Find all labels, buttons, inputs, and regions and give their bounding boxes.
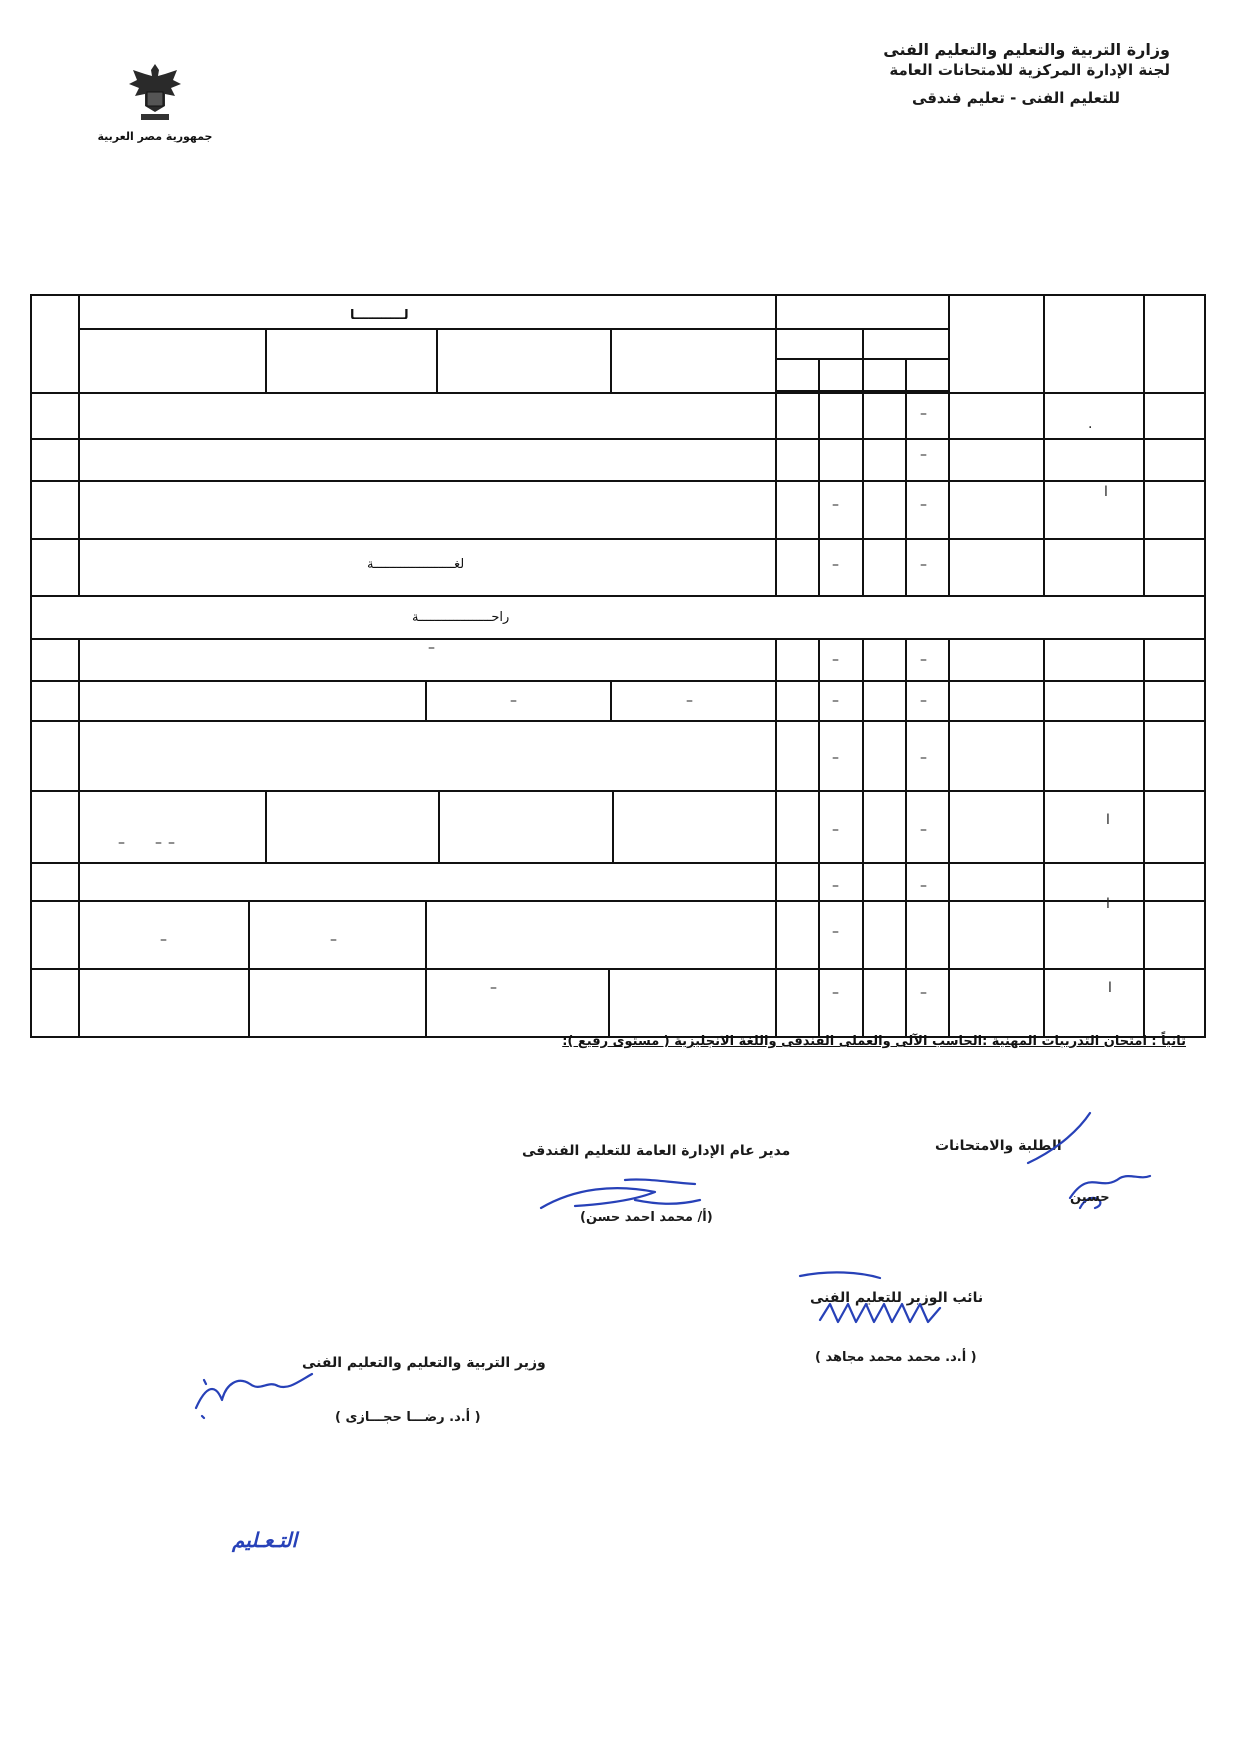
grid-line	[438, 790, 440, 862]
grid-line	[862, 328, 864, 595]
director-title: مدير عام الإدارة العامة للتعليم الفندقى	[522, 1143, 791, 1159]
grid-line	[265, 790, 267, 862]
committee-name: لجنة الإدارة المركزية للامتحانات العامة	[889, 61, 1170, 79]
signature-minister	[190, 1360, 320, 1420]
footnote: ثانياً : امتحان التدريبات المهنية :الحاسب الآلى والعملى الفندقى واللغة الانجليزية ( مستوى رفيع ):	[562, 1034, 1186, 1049]
dash-mark: –	[330, 932, 337, 948]
dash-mark: –	[168, 835, 175, 851]
dash-mark: –	[118, 835, 125, 851]
dash-mark: –	[832, 985, 839, 1001]
grid-line	[775, 638, 777, 1038]
dash-mark: –	[832, 878, 839, 894]
grid-line	[30, 790, 1206, 792]
grid-line	[30, 862, 1206, 864]
grid-line	[775, 294, 777, 595]
students-exams-name: حسين	[1070, 1190, 1110, 1205]
grid-line	[425, 900, 427, 968]
grid-line	[30, 638, 1206, 640]
grid-line	[612, 790, 614, 862]
grid-line	[78, 294, 80, 595]
dash-mark: –	[832, 750, 839, 766]
grid-line	[30, 480, 1206, 482]
grid-line	[30, 438, 1206, 440]
cell-rest: راحـــــــــــــــــــة	[412, 610, 510, 625]
grid-line	[265, 328, 267, 392]
dash-mark: –	[920, 652, 927, 668]
eagle-icon	[125, 60, 185, 124]
grid-line	[436, 328, 438, 392]
schedule-table	[30, 294, 1206, 1038]
dash-mark: –	[920, 822, 927, 838]
director-name: (أ/ محمد احمد حسن)	[580, 1210, 713, 1225]
signature-deputy	[790, 1268, 990, 1338]
minister-name: ( أ.د. رضـــا حجـــازى )	[335, 1410, 481, 1425]
dash-mark: –	[832, 652, 839, 668]
stamp-text: التـعـليم	[232, 1528, 298, 1552]
grid-line	[948, 294, 950, 595]
grid-line	[78, 638, 80, 1038]
grid-line	[30, 680, 1206, 682]
cell-lang: لغـــــــــــــــــــــة	[367, 557, 465, 572]
deputy-name: ( أ.د. محمد محمد مجاهد )	[815, 1350, 977, 1365]
grid-line	[425, 680, 427, 720]
grid-line	[1143, 638, 1145, 1038]
minister-title: وزير التربية والتعليم والتعليم الفنى	[302, 1355, 546, 1371]
grid-line	[30, 900, 1206, 902]
dash-mark: –	[920, 985, 927, 1001]
deputy-title: نائب الوزير للتعليم الفنى	[810, 1290, 984, 1306]
dash-mark: –	[920, 557, 927, 573]
dash-mark: –	[832, 924, 839, 940]
dash-mark: –	[832, 693, 839, 709]
dot-mark: ·	[1088, 420, 1093, 436]
dash-mark: –	[920, 497, 927, 513]
grid-line	[818, 638, 820, 1038]
table-header-label: لـــــــــــا	[350, 308, 409, 323]
dash-mark: –	[686, 693, 693, 709]
dash-mark: –	[832, 557, 839, 573]
grid-line	[30, 392, 1206, 394]
grid-line	[1043, 294, 1045, 595]
dash-mark: –	[832, 497, 839, 513]
grid-line	[610, 680, 612, 720]
ministry-header	[750, 40, 1170, 107]
grid-line	[862, 638, 864, 1038]
dash-mark: –	[155, 835, 162, 851]
students-exams-title: الطلبة والامتحانات	[935, 1138, 1062, 1154]
grid-line	[905, 638, 907, 1038]
dash-mark: –	[428, 640, 435, 656]
dash-mark: –	[160, 932, 167, 948]
dash-mark: –	[832, 822, 839, 838]
emblem-caption: جمهورية مصر العربية	[97, 130, 213, 143]
dash-mark: –	[490, 980, 497, 996]
tick-mark: ا	[1108, 980, 1112, 996]
grid-line	[1043, 638, 1045, 1038]
dash-mark: –	[920, 878, 927, 894]
grid-line	[1143, 294, 1145, 595]
dash-mark: –	[920, 750, 927, 766]
grid-line	[818, 358, 820, 595]
dash-mark: –	[920, 406, 927, 422]
grid-line	[30, 720, 1206, 722]
ministry-name: وزارة التربية والتعليم والتعليم الفنى	[883, 40, 1170, 59]
egypt-emblem	[95, 60, 215, 143]
dash-mark: –	[510, 693, 517, 709]
grid-line	[248, 968, 250, 1038]
tick-mark: ا	[1106, 896, 1110, 912]
dash-mark: –	[920, 693, 927, 709]
grid-line	[30, 595, 1206, 597]
branch-name: للتعليم الفنى - تعليم فندقى	[911, 89, 1120, 107]
grid-line	[248, 900, 250, 968]
grid-line	[78, 328, 948, 330]
tick-mark: ا	[1106, 812, 1110, 828]
grid-line	[425, 968, 427, 1038]
grid-line	[30, 538, 1206, 540]
grid-line	[948, 638, 950, 1038]
dash-mark: –	[920, 447, 927, 463]
grid-line	[30, 968, 1206, 970]
grid-line	[610, 328, 612, 392]
grid-line	[905, 358, 907, 595]
tick-mark: ا	[1104, 484, 1108, 500]
grid-line	[608, 968, 610, 1038]
